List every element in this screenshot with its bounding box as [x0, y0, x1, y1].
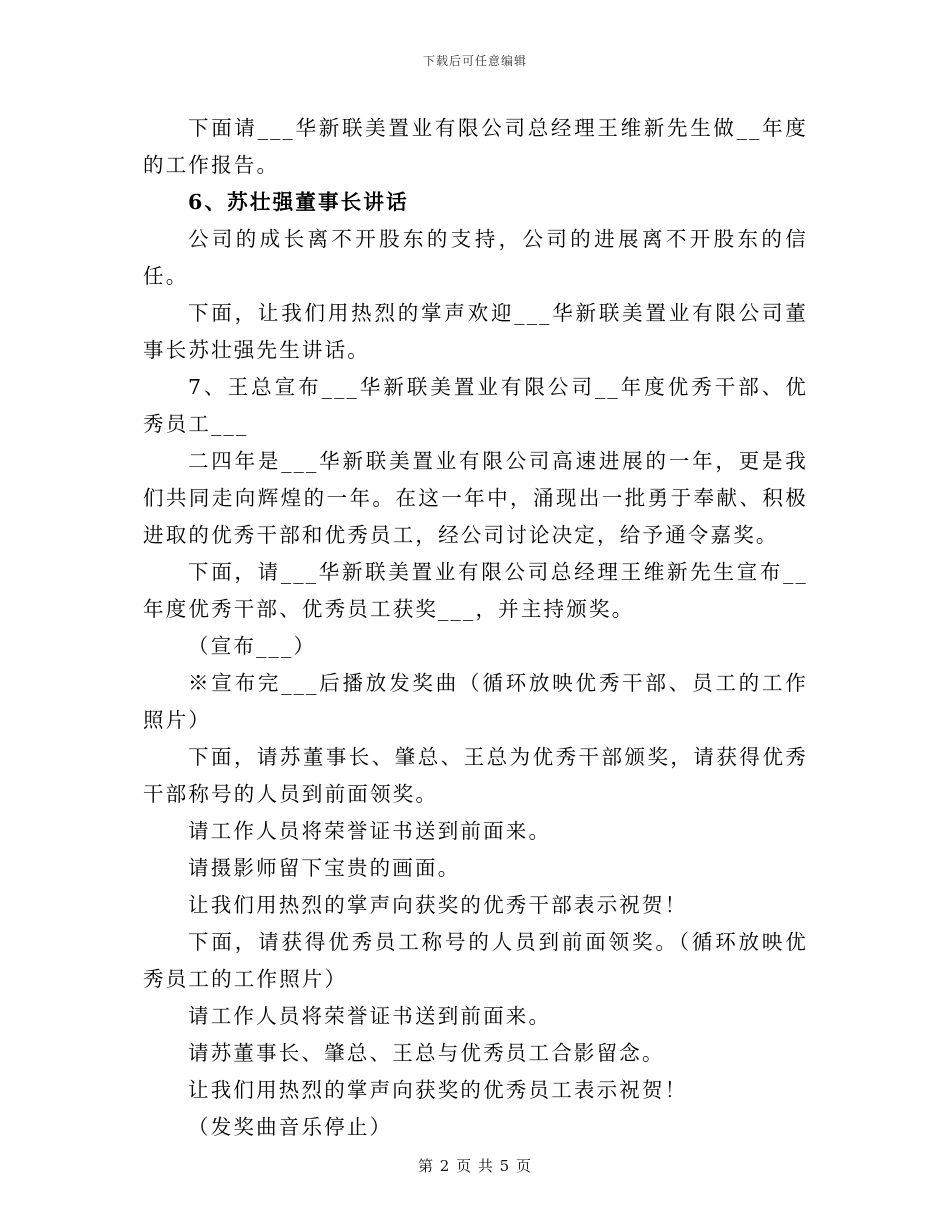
paragraph-music-note: ※宣布完___后播放发奖曲（循环放映优秀干部、员工的工作照片）	[143, 671, 808, 732]
paragraph-announce-note: （宣布___）	[188, 634, 317, 658]
paragraph-music-stop: （发奖曲音乐停止）	[188, 1115, 393, 1139]
document-body	[143, 110, 808, 1146]
page-header: 下载后可任意编辑	[422, 54, 527, 68]
paragraph-welcome-chairman: 下面，让我们用热烈的掌声欢迎___华新联美置业有限公司董事长苏壮强先生讲话。	[143, 301, 808, 362]
section-heading-chairman-speech: 6、苏壮强董事长讲话	[188, 190, 409, 214]
paragraph-applause-cadres: 让我们用热烈的掌声向获奖的优秀干部表示祝贺！	[188, 893, 688, 917]
paragraph-certificates: 请工作人员将荣誉证书送到前面来。	[188, 819, 552, 843]
page-footer: 第 2 页 共 5 页	[418, 1157, 532, 1175]
paragraph-photographer: 请摄影师留下宝贵的画面。	[188, 856, 461, 880]
paragraph-cadre-awards: 下面，请苏董事长、肇总、王总为优秀干部颁奖，请获得优秀干部称号的人员到前面领奖。	[143, 745, 808, 806]
section-heading-awards: 7、王总宣布___华新联美置业有限公司__年度优秀干部、优秀员工___	[143, 375, 808, 436]
paragraph-announce-awards: 下面，请___华新联美置业有限公司总经理王维新先生宣布__年度优秀干部、优秀员工获奖___，并主持颁奖。	[143, 560, 808, 621]
paragraph-year-review: 二四年是___华新联美置业有限公司高速进展的一年，更是我们共同走向辉煌的一年。在这一年中，涌现出一批勇于奉献、积极进取的优秀干部和优秀员工，经公司讨论决定，给予通令嘉奖。	[143, 449, 808, 547]
paragraph-employee-awards: 下面，请获得优秀员工称号的人员到前面领奖。（循环放映优秀员工的工作照片）	[143, 930, 808, 991]
paragraph-applause-employees: 让我们用热烈的掌声向获奖的优秀员工表示祝贺！	[188, 1078, 688, 1102]
paragraph-work-report: 下面请___华新联美置业有限公司总经理王维新先生做__年度的工作报告。	[143, 116, 808, 177]
paragraph-shareholders: 公司的成长离不开股东的支持，公司的进展离不开股东的信任。	[143, 227, 808, 288]
paragraph-certificates-2: 请工作人员将荣誉证书送到前面来。	[188, 1004, 552, 1028]
paragraph-group-photo: 请苏董事长、肇总、王总与优秀员工合影留念。	[188, 1041, 665, 1065]
